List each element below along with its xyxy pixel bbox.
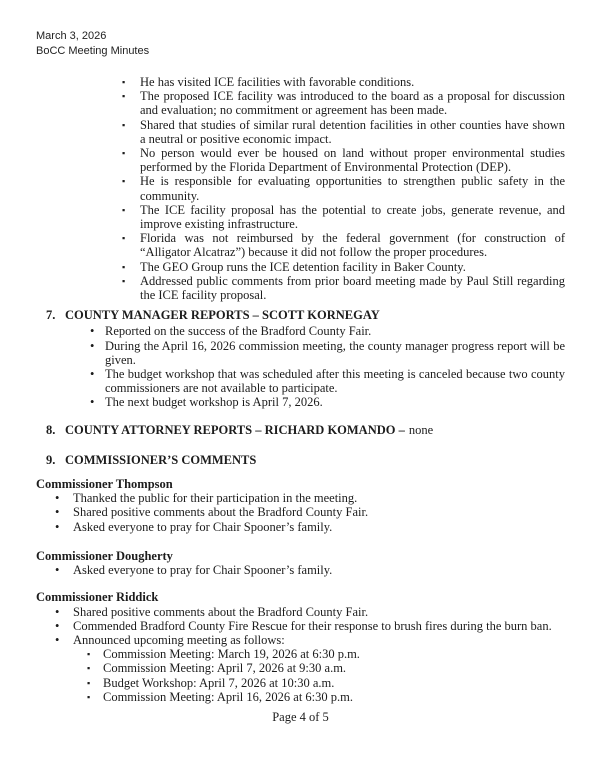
section-heading-county-attorney	[46, 423, 565, 437]
list-item: ▪ The GEO Group runs the ICE detention facility in Baker County.	[122, 260, 565, 274]
list-item: • Commended Bradford County Fire Rescue for their response to brush fires during the burn ban.	[55, 619, 565, 633]
commissioner-name-dougherty: Commissioner Dougherty	[36, 548, 173, 563]
document-header	[36, 29, 149, 59]
county-manager-bullet-list	[90, 324, 565, 409]
section-suffix: none	[408, 422, 434, 437]
list-item: • Shared positive comments about the Bradford County Fair.	[55, 505, 565, 519]
list-item: • The next budget workshop is April 7, 2026.	[90, 395, 565, 409]
section-heading-commissioners-comments	[46, 453, 565, 467]
list-item: ▪ The ICE facility proposal has the potential to create jobs, generate revenue, and improve existing infrastructure.	[122, 203, 565, 231]
page-number: Page 4 of 5	[272, 709, 329, 724]
section-number: 9.	[46, 452, 56, 467]
list-item: • Reported on the success of the Bradford County Fair.	[90, 324, 565, 338]
list-item: ▪ Commission Meeting: April 7, 2026 at 9:30 a.m.	[87, 661, 565, 675]
list-item: • Thanked the public for their participation in the meeting.	[55, 491, 565, 505]
doc-date: March 3, 2026	[36, 30, 107, 42]
list-item: ▪ No person would ever be housed on land without proper environmental studies performed by the Florida Department of Environmental Protection (DEP).	[122, 146, 565, 174]
list-item: • The budget workshop that was scheduled after this meeting is canceled because two county commissioners are not available to participate.	[90, 367, 565, 395]
riddick-bullet-list	[55, 605, 565, 704]
list-item: ▪ Budget Workshop: April 7, 2026 at 10:30 a.m.	[87, 676, 565, 690]
list-item: ▪ Addressed public comments from prior board meeting made by Paul Still regarding the ICE facility proposal.	[122, 274, 565, 302]
list-item	[55, 633, 565, 704]
section-title: COUNTY ATTORNEY REPORTS – RICHARD KOMANDO –	[65, 422, 405, 437]
document-body	[0, 72, 600, 724]
list-item: ▪ Commission Meeting: April 16, 2026 at 6:30 p.m.	[87, 690, 565, 704]
list-item: ▪ He is responsible for evaluating opportunities to strengthen public safety in the community.	[122, 174, 565, 202]
section-number: 7.	[46, 308, 56, 323]
list-item: ▪ He has visited ICE facilities with favorable conditions.	[122, 75, 565, 89]
dougherty-bullet-list	[55, 563, 565, 577]
list-item: • Asked everyone to pray for Chair Spooner’s family.	[55, 520, 565, 534]
commissioner-name-riddick: Commissioner Riddick	[36, 590, 159, 605]
list-item-text: Announced upcoming meeting as follows:	[73, 632, 285, 647]
list-item: • Shared positive comments about the Bradford County Fair.	[55, 605, 565, 619]
commissioner-name-thompson: Commissioner Thompson	[36, 477, 173, 492]
section-title: COUNTY MANAGER REPORTS – SCOTT KORNEGAY	[65, 308, 380, 323]
upcoming-meetings-list	[87, 647, 565, 704]
list-item: ▪ Florida was not reimbursed by the federal government (for construction of “Alligator Alcatraz”) because it did not follow the proper procedures.	[122, 231, 565, 259]
list-item: ▪ Shared that studies of similar rural detention facilities in other counties have shown a neutral or positive economic impact.	[122, 118, 565, 146]
list-item: • Asked everyone to pray for Chair Spooner’s family.	[55, 563, 565, 577]
doc-title: BoCC Meeting Minutes	[36, 45, 150, 57]
list-item: ▪ Commission Meeting: March 19, 2026 at 6:30 p.m.	[87, 647, 565, 661]
list-item: • During the April 16, 2026 commission meeting, the county manager progress report will be given.	[90, 339, 565, 367]
section-heading-county-manager	[46, 308, 565, 322]
section-title: COMMISSIONER’S COMMENTS	[65, 452, 257, 467]
thompson-bullet-list	[55, 491, 565, 534]
ice-report-bullet-list	[122, 72, 565, 302]
list-item: ▪ The proposed ICE facility was introduced to the board as a proposal for discussion and evaluation; no commitment or agreement has been made.	[122, 89, 565, 117]
section-number: 8.	[46, 422, 56, 437]
